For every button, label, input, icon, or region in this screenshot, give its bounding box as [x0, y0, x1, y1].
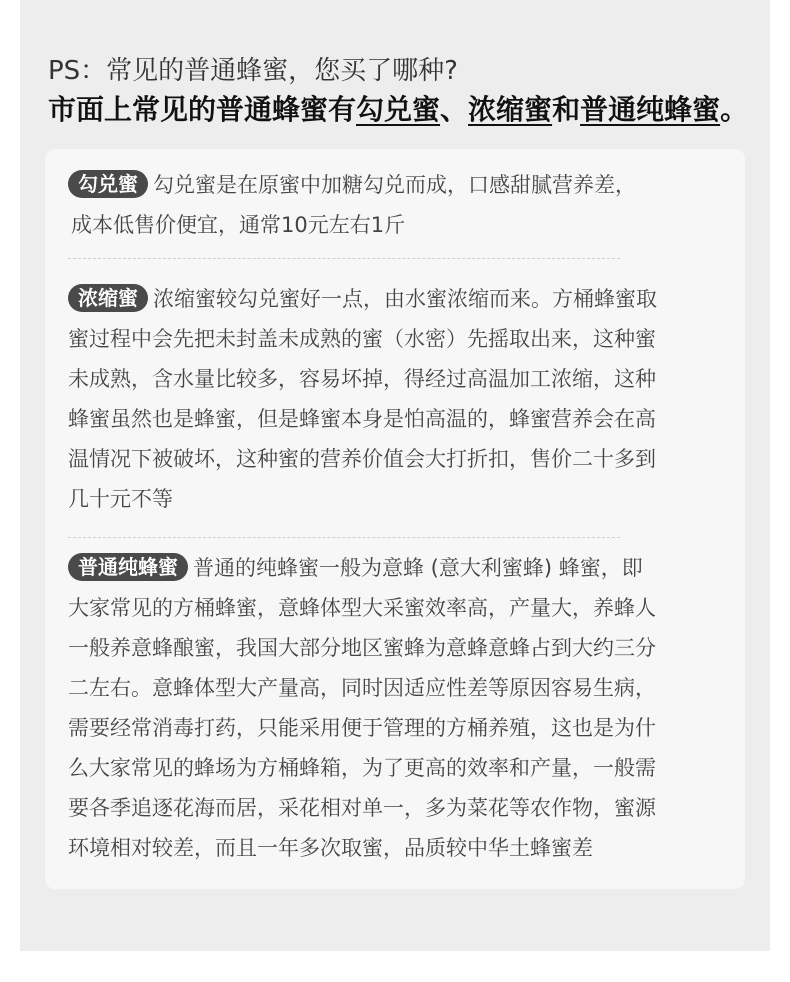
dashed-divider — [68, 258, 620, 259]
headline-conjunction: 和 — [552, 93, 581, 126]
page-background — [20, 0, 770, 951]
entry-line: 蜂蜜虽然也是蜂蜜，但是蜂蜜本身是怕高温的，蜂蜜营养会在高 — [68, 407, 656, 431]
dashed-divider — [68, 537, 620, 538]
entry-line: 成本低售价便宜，通常10元左右1斤 — [71, 213, 406, 237]
entry-line: 勾兑蜜是在原蜜中加糖勾兑而成，口感甜腻营养差， — [153, 173, 636, 197]
headline-prefix: 市面上常见的普通蜂蜜有 — [48, 93, 357, 126]
entry-line: 环境相对较差，而且一年多次取蜜，品质较中华土蜂蜜差 — [68, 836, 593, 860]
entry-line: 二左右。意蜂体型大产量高，同时因适应性差等原因容易生病， — [68, 676, 656, 700]
headline-term-pure-honey: 普通纯蜂蜜 — [580, 93, 721, 126]
entry-line: 温情况下被破坏，这种蜜的营养价值会大打折扣，售价二十多到 — [68, 447, 656, 471]
entry-line: 需要经常消毒打药，只能采用便于管理的方桶养殖，这也是为什 — [68, 716, 656, 740]
entry-pure-honey — [68, 548, 730, 868]
entry-line: 未成熟，含水量比较多，容易坏掉，得经过高温加工浓缩，这种 — [68, 367, 656, 391]
entry-blended-honey — [68, 165, 730, 245]
entry-concentrated-honey — [68, 279, 730, 519]
intro-question: PS：常见的普通蜂蜜，您买了哪种? — [48, 56, 458, 86]
tag-concentrated-honey: 浓缩蜜 — [68, 284, 148, 312]
tag-pure-honey: 普通纯蜂蜜 — [68, 553, 188, 581]
headline-separator: 、 — [440, 93, 469, 126]
tag-blended-honey: 勾兑蜜 — [68, 170, 148, 198]
entry-line: 浓缩蜜较勾兑蜜好一点，由水蜜浓缩而来。方桶蜂蜜取 — [153, 287, 657, 311]
headline — [48, 88, 748, 128]
entry-line: 要各季追逐花海而居，采花相对单一，多为菜花等农作物，蜜源 — [68, 796, 656, 820]
entry-line: 大家常见的方桶蜂蜜，意蜂体型大采蜜效率高，产量大，养蜂人 — [68, 596, 656, 620]
entry-line: 蜜过程中会先把未封盖未成熟的蜜（水密）先摇取出来，这种蜜 — [68, 327, 656, 351]
headline-suffix: 。 — [720, 93, 749, 126]
headline-term-blended-honey: 勾兑蜜 — [356, 93, 441, 126]
headline-term-concentrated-honey: 浓缩蜜 — [468, 93, 553, 126]
entry-line: 么大家常见的蜂场为方桶蜂箱，为了更高的效率和产量，一般需 — [68, 756, 656, 780]
info-card — [45, 149, 745, 889]
entry-line: 普通的纯蜂蜜一般为意蜂 (意大利蜜蜂) 蜂蜜，即 — [193, 556, 643, 580]
entry-line: 一般养意蜂酿蜜，我国大部分地区蜜蜂为意蜂意蜂占到大约三分 — [68, 636, 656, 660]
entry-line: 几十元不等 — [68, 487, 173, 511]
